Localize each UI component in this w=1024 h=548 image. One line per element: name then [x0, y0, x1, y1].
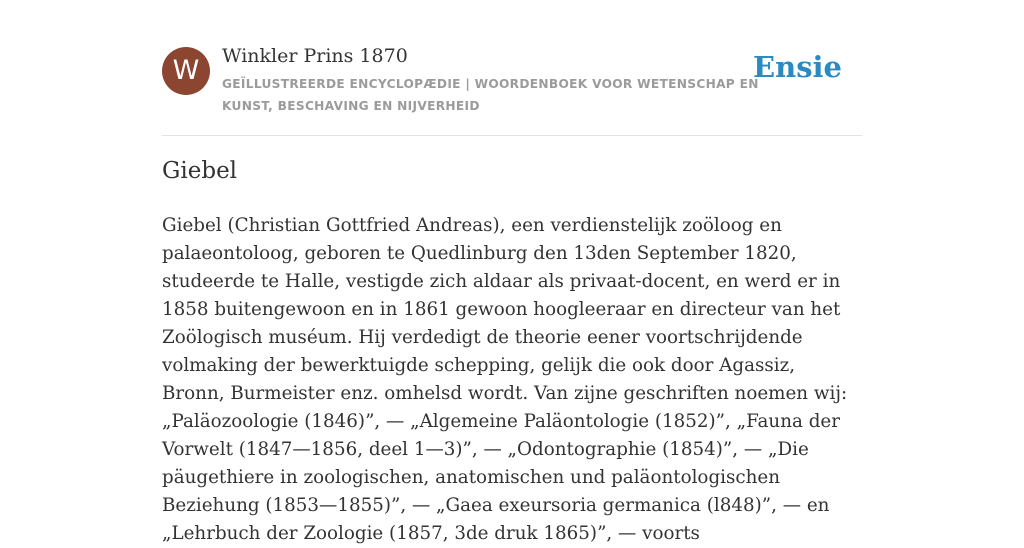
page-content — [162, 0, 862, 544]
source-header — [162, 0, 862, 136]
entry-body: Giebel (Christian Gottfried Andreas), een verdienstelijk zoöloog en palaeontoloog, geboren te Quedlinburg den 13den September 1820, studeerde te Halle, vestigde zich aldaar als privaat-docent, en werd er in 1858 buitengewoon en in 1861 gewoon hoogleeraar en directeur van het Zoölogisch muséum. Hij verdedigt de theorie eener voortschrijdende volmaking der bewerktuigde schepping, gelijk die ook door Agassiz, Bronn, Burmeister enz. omhelsd wordt. Van zijne geschriften noemen wij: „Paläozoologie (1846)”, — „Algemeine Paläontologie (1852)”, „Fauna der Vorwelt (1847—1856, deel 1—3)”, — „Odontographie (1854)”, — „Die päugethiere in zoologischen, anatomischen und paläontologischen Beziehung (1853—1855)”, — „Gaea exeursoria germanica (l848)”, — en „Lehrbuch der Zoologie (1857, 3de druk 1865)”, — voorts — [162, 215, 848, 544]
source-subtitle: GEÏLLUSTREERDE ENCYCLOPÆDIE | WOORDENBOEK VOOR WETENSCHAP EN KUNST, BESCHAVING EN NIJVERHEID — [222, 77, 759, 113]
entry-title: Giebel — [162, 158, 238, 184]
source-title[interactable]: Winkler Prins 1870 — [222, 45, 408, 67]
ensie-logo-link[interactable]: Ensie — [753, 50, 842, 84]
source-avatar[interactable]: W — [162, 47, 210, 95]
